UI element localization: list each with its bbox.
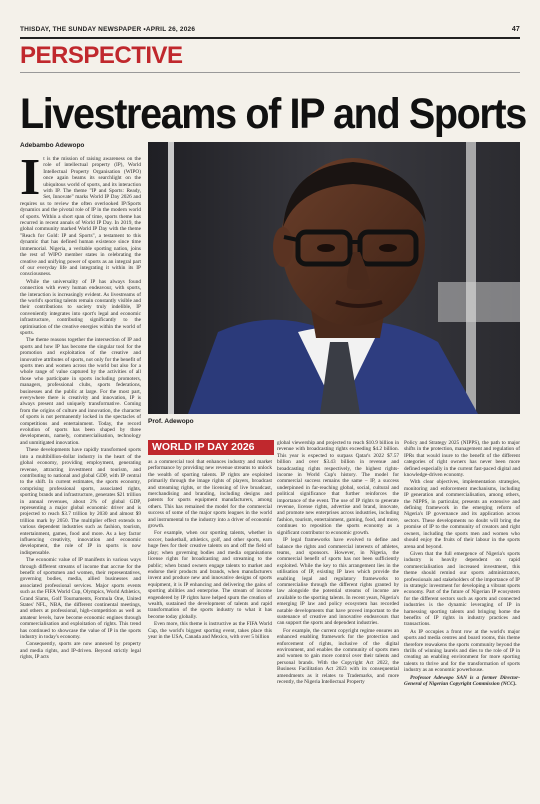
header-rule bbox=[20, 37, 520, 39]
col3-para-1: global viewership and projected to reach $10.9 billion in revenue with broadcasting rights exceeding $4.2 billion. This year is expected to surpass Qatar's 2022 $7.57 billion and over $3.43 billion in revenue and broadcasting rights respectively, the highest rights-income in World Cup's history. The model for commercial success remains the same – IP, a success underpinned in far-reaching global, social, cultural and political significance that further reinforces the importance of the event. The use of IP rights to generate revenue, license rights, advertise and brand, innovate, and promote new enterprises across industries, including fashion, tourism, entertainment, gaming, food, and more, continues to reposition the sports economy as a significant contributor to economic growth. bbox=[277, 440, 399, 536]
column-2 bbox=[148, 459, 272, 641]
col4-para-1: Policy and Strategy 2025 (NIPPS), the path to major shifts in the protection, management and regulation of IPRs that would inure to the benefit of the different categories of right owners has never been more defined especially in the current fast-paced digital and knowledge-driven economy. bbox=[404, 440, 520, 479]
column-4 bbox=[404, 440, 520, 688]
column-1 bbox=[20, 149, 141, 662]
section-rule bbox=[20, 72, 520, 73]
col1-para-2: While the universality of IP has always found connection with every human endeavour, with sports, the interaction is increasingly evident. As livestreams of the world's sporting talents remain constantly visible and their contributions to society truly indelible, IP conveniently integrates into sport's legal and economic infrastructure, contributing significantly to the optimisation of the creative energies within the world of sports. bbox=[20, 278, 141, 336]
column-3 bbox=[277, 440, 399, 686]
headline: Livestreams of IP and Sports bbox=[20, 90, 526, 138]
col4-para-4: As IP occupies a front row at the world's major sports and media centres and board rooms, this theme therefore reawakens the sports community beyond the thrills of winning laurels and dies to the role of IP in creating an enabling environment for more sporting talents to thrive and for the transformation of sports industry as an economic powerhouse. bbox=[404, 628, 520, 674]
page-number: 47 bbox=[511, 26, 520, 33]
col2-para-3: Even more, this theme is instructive as the FIFA World Cup, the world's biggest sporting event, takes place this year in the USA, Canada and Mexico, with over 5 billion bbox=[148, 621, 272, 640]
col1-para-6: Consequently, sports are now annexed by property and media rights, and IP-driven. Beyond strictly legal rights, IP acts bbox=[20, 641, 141, 661]
author-photo bbox=[148, 142, 520, 414]
portrait-image bbox=[148, 142, 520, 414]
col3-para-3: For example, the current copyright regime ensures an enhanced enabling framework for the protection and enforcement of rights, inclusive of the digital environment, and enables the community of sports men and women to gain more control over their talents and personal brands. With the Copyright Act 2022, the Business Facilitation Act 2023 with its consequential amendments as it relates to Trademarks, and more recently, the Nigeria Intellectual Property bbox=[277, 627, 399, 686]
col2-para-1: as a commercial tool that enhances industry and market performance by providing new revenue streams to unlock the wealth of sporting talents. IP rights are exploited primarily through the image rights of players, broadcast and streaming rights, or the licensing of live broadcast, merchandising and branding, including designs and patents for sports equipment manufacturers, among others. This has remained the model for the commercial success of some of the major sports leagues in the world and instrumental to the industry into a driver of economic growth. bbox=[148, 459, 272, 530]
section-title: PERSPECTIVE bbox=[20, 42, 183, 69]
col1-para-5: The economic value of IP manifests in various ways through different streams of income that accrue for the benefit of sportsmen and women, their representatives, governing bodies, media, allied businesses and associated professional services. Major sports events such as the FIFA World Cup, Olympics, World Athletics, Grand Slams, Golf Tournaments, Formula One, United States' NFL, NBA, the different continental meetings, and others at professional, high-competition as well as amateur levels, have become economic engines through commercialisation and exploitation of rights. This trend has continued to showcase the value of IP in the sports industry in today's economy. bbox=[20, 557, 141, 641]
world-ip-day-banner: WORLD IP DAY 2026 bbox=[148, 440, 274, 455]
col4-para-3: Given that the full emergence of Nigeria's sports industry is heavily dependent on rapid commercialisation and increased investment, this theme should remind our sports administrators, professionals and stakeholders of the importance of IP in strategic investment for developing a vibrant sports economy. Part of the future of Nigerian IP ecosystem for the different sectors such as sports and connected industries is the dynamic leveraging of IP in harnessing sporting talents and bringing home the benefits of IP rights in industry practices and transactions. bbox=[404, 550, 520, 628]
page-header bbox=[20, 26, 520, 33]
col1-para-4: These developments have rapidly transformed sports into a multibillion-dollar industry in the heart of the global economy, providing employment, generating revenue, attracting investment and tourism, and contributing to national and global GDP, with IP central to the shift. In current estimates, the sports economy, comprising professional sports, associated rights, sporting brands and infrastructure, generates $21 trillion in annual revenues, about 2% of global GDP, representing a major global economic driver and is projected to reach $3.7 trillion by 2030 and almost $9 trillion mark by 2050. The multiplier effect extends to various dependent industries such as fashion, tourism, entertainment, games, food and more. As a key factor influencing creativity, innovation and economic development, the role of IP in sports is now indispensable. bbox=[20, 447, 141, 556]
author-signoff: Professor Adewopo SAN is a former Director-General of Nigerian Copyright Commission (NCC). bbox=[404, 674, 520, 688]
col2-para-2: For example, when our sporting talents, whether in soccer, basketball, athletics, golf, and other sports, earn huge fees for their creative talents on and off the field of play; when governing bodies and media organisations license rights for broadcasting and streaming to the public; when brand owners engage talents to market and endorse their products and brands, when manufacturers invent and produce new and innovative designs of sports equipment, it is IP enhancing and delivering the gains of sporting abilities and enterprise. The stream of income engendered by IP rights have helped spurn the creation of wealth, sustained the development of talents and rapid transformation of the sports industry to what it has become today globally. bbox=[148, 530, 272, 620]
photo-caption: Prof. Adewopo bbox=[148, 418, 194, 425]
drop-cap: I bbox=[20, 149, 41, 206]
col3-para-2: IP legal frameworks have evolved to define and balance the rights and commercial interests of athletes, teams, and sponsors. However, in Nigeria, the commercial benefit of sports has not been sufficiently exploited. While the key to this arrangement lies in the utilisation of IP, existing IP laws which provide the enabling legal and regulatory frameworks to commercialise through the different rights granted by law alongside the potential streams of income are available to the sporting talents. In recent years, Nigeria's emerging IP law and policy ecosystem has recorded notable developments that have proved important to the sustenance of creative and innovative endeavours that can support the sports and dependent industries. bbox=[277, 537, 399, 627]
col1-para-1: It is the mission of raising awareness on the role of intellectual property (IP), World Intellectual Property Organisation (WIPO) once again beams its searchlight on the ubiquitous world of sports, and its interaction with IP. The theme "IP and Sports: Ready, Set, Innovate" marks World IP Day 2026 and requires us to review the often overlooked IP/Sports dynamics and the pivotal role of IP in the modern world of sports. Within a short span of time, sports theme has recurred in recent annals of World IP Day. In 2019, the global community marked World IP Day with the theme "Reach for Gold: IP and Sports", a testament to this dynamic that has defined human existence since time immemorial. Nigeria, a veritable sporting nation, joins the rest of WIPO member states in celebrating the creative and unifying power of sports as an integral part of our everyday life and integrating it within its IP consciousness. bbox=[20, 149, 141, 278]
byline: Adebambo Adewopo bbox=[20, 142, 85, 149]
col1-para-3: The theme reasons together the intersection of IP and sports and how IP has become the singular tool for the promotion and exploitation of the creative and innovative attributes of sports, not only for the benefit of sports men and women across the world but also for a whole range of value captured by the activities of all those who participate in sports including promoters, managers, professional clubs, sports federations, businesses and the public at large. For the most part, everywhere there is creativity and innovation, IP is always present and uniquely transformative. Coming from the origins of culture and innovation, the character of sports is not permanently locked in the spectacles of competitions and entertainment. Today, the record evolution of sports has been shaped by three developments, namely, commercialisation, technology and unmitigated innovation. bbox=[20, 337, 141, 446]
col4-para-2: With clear objectives, implementation strategies, monitoring and enforcement mechanisms, including IP generation and commercialisation, among others, the NIPPS, in particular, presents an extensive and defining framework in the emerging reform of Nigeria's IP governance and its application across sectors. These developments no doubt will bring the promise of IP to the community of creators and right owners, including the sports men and women who should enjoy the fruits of their labour in the sports arena and beyond. bbox=[404, 479, 520, 550]
header-dateline: THISDAY, THE SUNDAY NEWSPAPER •APRIL 26, 2026 bbox=[20, 26, 196, 33]
